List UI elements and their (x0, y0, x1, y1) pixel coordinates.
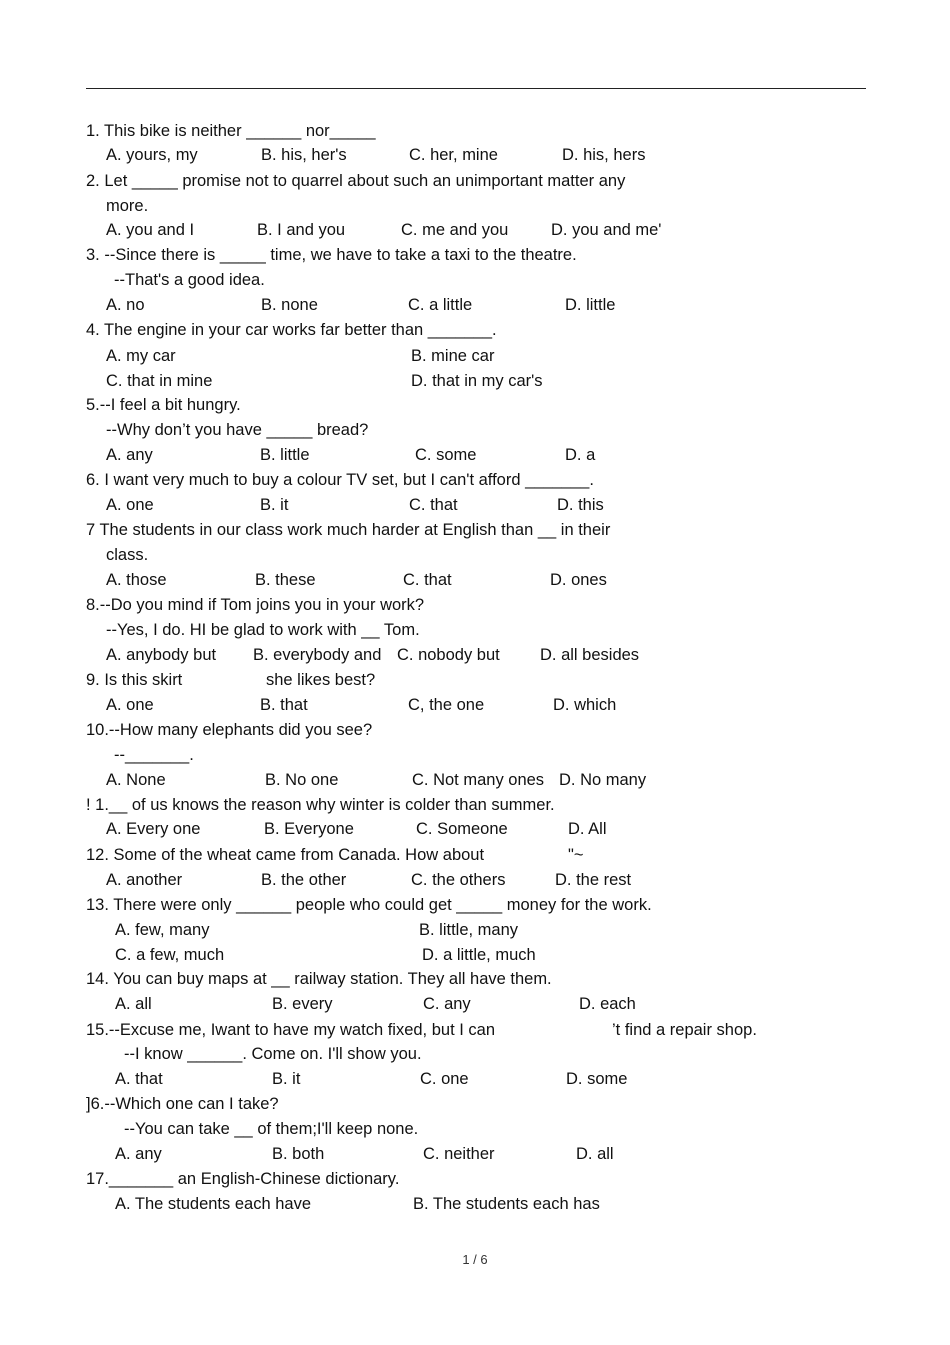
q5-reply: --Why don’t you have _____ bread? (106, 421, 369, 439)
q13-option-a: A. few, many (115, 921, 210, 939)
q6-option-a: A. one (106, 496, 154, 514)
q14-option-d: D. each (579, 995, 636, 1013)
q7-stem-cont: class. (106, 546, 149, 564)
q8-option-d: D. all besides (540, 646, 640, 664)
q1-stem: 1. This bike is neither ______ nor_____ (86, 122, 376, 140)
q16-option-c: C. neither (423, 1145, 495, 1163)
q15-stem-part1: 15.--Excuse me, Iwant to have my watch fixed, but I can (86, 1021, 496, 1039)
q17-stem: 17._______ an English-Chinese dictionary. (86, 1170, 400, 1188)
q15-reply: --I know ______. Come on. I'll show you. (124, 1045, 422, 1063)
q1-option-c: C. her, mine (409, 146, 498, 164)
q8-stem: 8.--Do you mind if Tom joins you in your work? (86, 596, 425, 614)
q14-option-b: B. every (272, 995, 333, 1013)
q4-stem: 4. The engine in your car works far better than _______. (86, 321, 497, 339)
q5-option-a: A. any (106, 446, 153, 464)
q2-option-a: A. you and I (106, 221, 195, 239)
q16-stem: ]6.--Which one can I take? (86, 1095, 279, 1113)
q9-option-a: A. one (106, 696, 154, 714)
q7-option-b: B. these (255, 571, 316, 589)
q16-reply: --You can take __ of them;I'll keep none. (124, 1120, 419, 1138)
q4-option-c: C. that in mine (106, 372, 213, 390)
q15-option-d: D. some (566, 1070, 628, 1088)
header-rule (86, 88, 866, 89)
q16-option-b: B. both (272, 1145, 325, 1163)
q10-reply: --_______. (114, 746, 194, 764)
q1-option-b: B. his, her's (261, 146, 347, 164)
q12-option-d: D. the rest (555, 871, 632, 889)
q7-stem: 7 The students in our class work much harder at English than __ in their (86, 521, 611, 539)
page-number: 1 / 6 (462, 1252, 488, 1267)
q12-option-a: A. another (106, 871, 183, 889)
q13-stem: 13. There were only ______ people who could get _____ money for the work. (86, 896, 652, 914)
q6-option-b: B. it (260, 496, 289, 514)
q3-reply: --That's a good idea. (114, 271, 265, 289)
q16-option-a: A. any (115, 1145, 162, 1163)
q5-option-d: D. a (565, 446, 596, 464)
q15-option-c: C. one (420, 1070, 469, 1088)
q17-option-a: A. The students each have (115, 1195, 311, 1213)
q6-option-d: D. this (557, 496, 604, 514)
q8-option-a: A. anybody but (106, 646, 217, 664)
q9-option-b: B. that (260, 696, 308, 714)
q7-option-c: C. that (403, 571, 452, 589)
q14-stem: 14. You can buy maps at __ railway station. They all have them. (86, 970, 552, 988)
q3-stem: 3. --Since there is _____ time, we have to take a taxi to the theatre. (86, 246, 577, 264)
q11-option-b: B. Everyone (264, 820, 354, 838)
q3-option-a: A. no (106, 296, 145, 314)
q13-option-c: C. a few, much (115, 946, 225, 964)
q15-option-a: A. that (115, 1070, 163, 1088)
q10-option-b: B. No one (265, 771, 339, 789)
q11-option-a: A. Every one (106, 820, 201, 838)
q11-option-c: C. Someone (416, 820, 508, 838)
q13-option-d: D. a little, much (422, 946, 536, 964)
q9-stem-part1: 9. Is this skirt (86, 671, 183, 689)
q10-option-a: A. None (106, 771, 166, 789)
q15-stem-part2: ’t find a repair shop. (612, 1021, 757, 1039)
q17-option-b: B. The students each has (413, 1195, 600, 1213)
q7-option-d: D. ones (550, 571, 607, 589)
q5-stem: 5.--I feel a bit hungry. (86, 396, 241, 414)
q2-option-d: D. you and me' (551, 221, 662, 239)
q3-option-d: D. little (565, 296, 616, 314)
q10-stem: 10.--How many elephants did you see? (86, 721, 373, 739)
q13-option-b: B. little, many (419, 921, 519, 939)
q4-option-a: A. my car (106, 347, 176, 365)
q3-option-b: B. none (261, 296, 318, 314)
q14-option-c: C. any (423, 995, 471, 1013)
q8-reply: --Yes, I do. HI be glad to work with __ Tom. (106, 621, 420, 639)
q1-option-d: D. his, hers (562, 146, 646, 164)
q6-stem: 6. I want very much to buy a colour TV set, but I can't afford _______. (86, 471, 594, 489)
q9-stem-part2: she likes best? (266, 671, 376, 689)
q9-option-d: D. which (553, 696, 617, 714)
q10-option-d: D. No many (559, 771, 647, 789)
q2-stem-cont: more. (106, 197, 149, 215)
q11-option-d: D. All (568, 820, 607, 838)
q6-option-c: C. that (409, 496, 458, 514)
q14-option-a: A. all (115, 995, 152, 1013)
q10-option-c: C. Not many ones (412, 771, 545, 789)
q16-option-d: D. all (576, 1145, 614, 1163)
q4-option-b: B. mine car (411, 347, 495, 365)
q8-option-c: C. nobody but (397, 646, 500, 664)
q7-option-a: A. those (106, 571, 167, 589)
q8-option-b: B. everybody and (253, 646, 382, 664)
q9-option-c: C, the one (408, 696, 485, 714)
q2-option-c: C. me and you (401, 221, 509, 239)
q2-option-b: B. I and you (257, 221, 346, 239)
q4-option-d: D. that in my car's (411, 372, 543, 390)
q1-option-a: A. yours, my (106, 146, 198, 164)
q11-stem: ! 1.__ of us knows the reason why winter is colder than summer. (86, 796, 555, 814)
q3-option-c: C. a little (408, 296, 473, 314)
q12-option-b: B. the other (261, 871, 347, 889)
q12-stem-part1: 12. Some of the wheat came from Canada. How about (86, 846, 485, 864)
q5-option-c: C. some (415, 446, 477, 464)
q15-option-b: B. it (272, 1070, 301, 1088)
q5-option-b: B. little (260, 446, 310, 464)
q2-stem: 2. Let _____ promise not to quarrel about such an unimportant matter any (86, 172, 626, 190)
q12-stem-part2: "~ (568, 846, 584, 864)
q12-option-c: C. the others (411, 871, 506, 889)
